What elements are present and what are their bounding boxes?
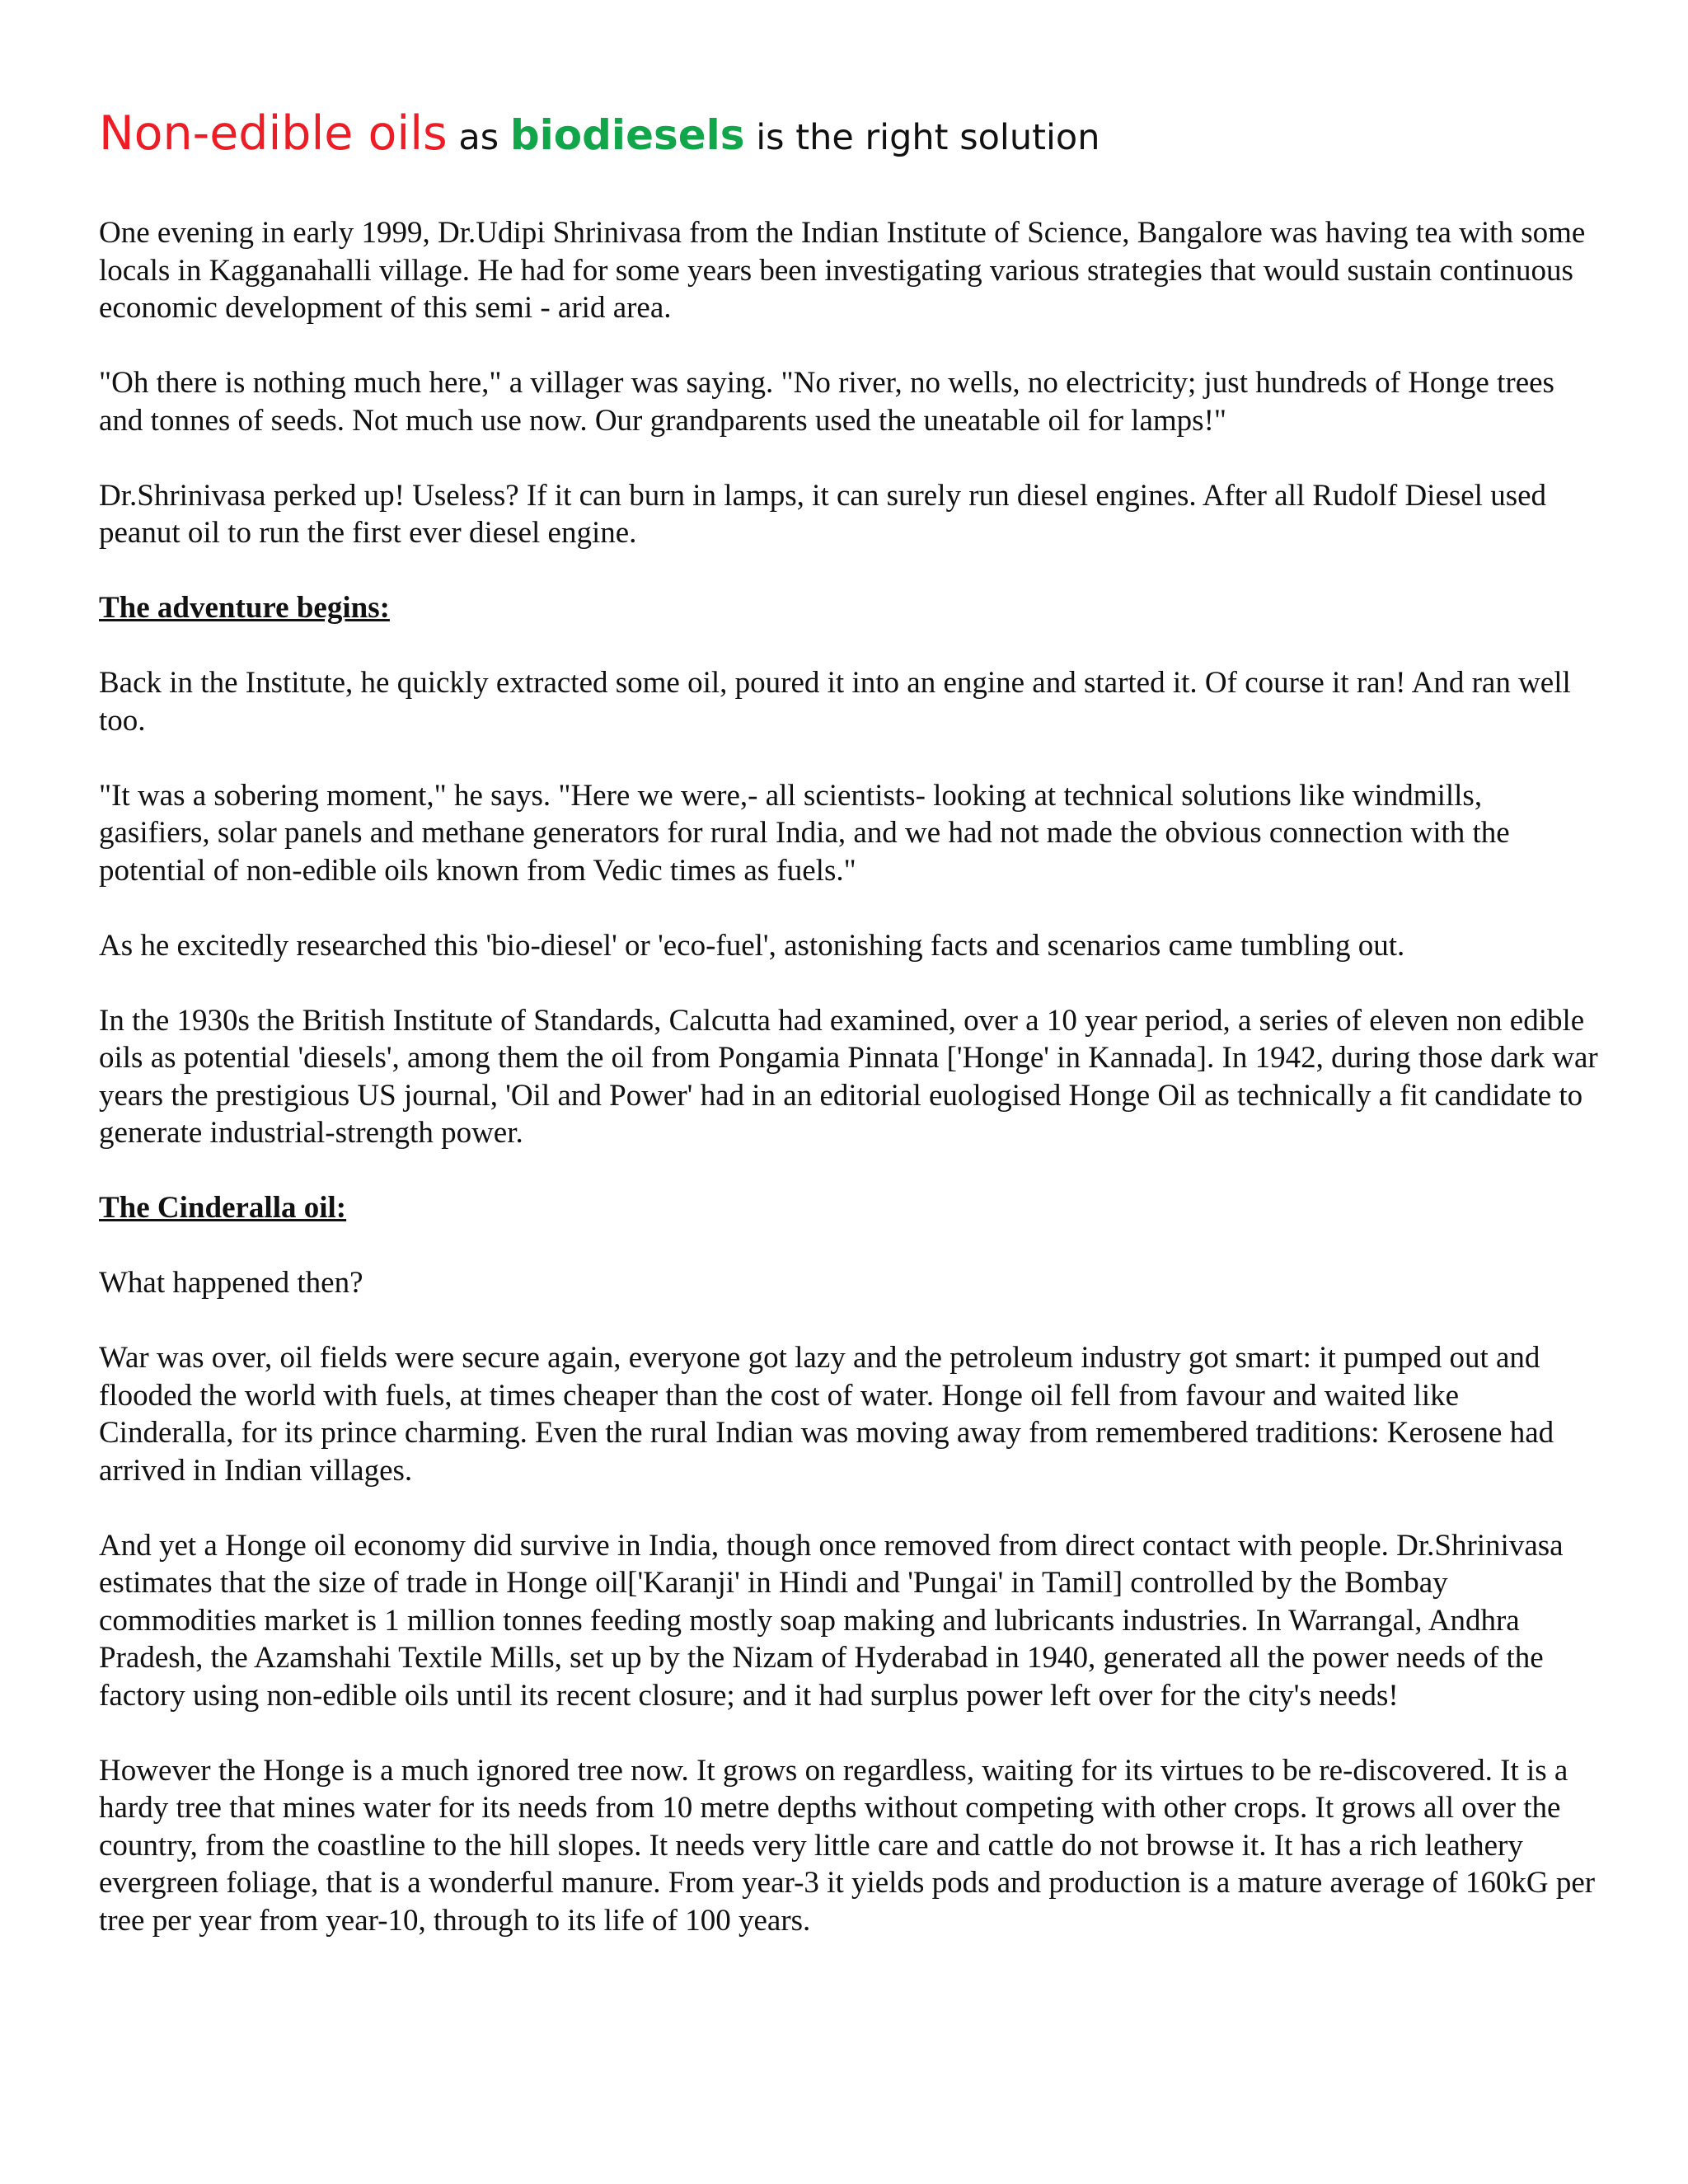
paragraph-2: "Oh there is nothing much here," a villager was saying. "No river, no wells, no electricity; just hundreds of Honge trees and tonnes of seeds. Not much use now. Our grandparents used the uneatable oil for lamps!" [99,366,1554,438]
paragraph-8: What happened then? [99,1266,363,1300]
title-part-non-edible-oils: Non-edible oils [99,106,448,161]
paragraph-9: War was over, oil fields were secure again, everyone got lazy and the petroleum industry got smart: it pumped out and flooded the world with fuels, at times cheaper than the cost of water. Honge oil fell from favour and waited like Cinderalla, for its prince charming. Even the rural Indian was moving away from remembered traditions: Kerosene had arrived in Indian villages. [99,1341,1554,1488]
title-part-biodiesels: biodiesels [509,111,745,159]
paragraph-1: One evening in early 1999, Dr.Udipi Shrinivasa from the Indian Institute of Science, Bangalore was having tea with some locals in Kagganahalli village. He had for some years been investigating various strategies that would sustain continuous economic development of this semi - arid area. [99,216,1586,325]
title-part-as-text: as [458,117,499,158]
paragraph-4: Back in the Institute, he quickly extracted some oil, poured it into an engine and started it. Of course it ran! And ran well too. [99,666,1571,738]
title-part-rest-text: is the right solution [756,117,1100,158]
paragraph-10: And yet a Honge oil economy did survive in India, though once removed from direct contact with people. Dr.Shrinivasa estimates that the size of trade in Honge oil['Karanji' in Hindi and 'Pungai' in Tamil] controlled by the Bombay commodities market is 1 million tonnes feeding mostly soap making and lubricants industries. In Warrangal, Andhra Pradesh, the Azamshahi Textile Mills, set up by the Nizam of Hyderabad in 1940, generated all the power needs of the factory using non-edible oils until its recent closure; and it had surplus power left over for the city's needs! [99,1528,1564,1713]
paragraph-6: As he excitedly researched this 'bio-diesel' or 'eco-fuel', astonishing facts and scenarios came tumbling out. [99,928,1405,963]
document-body [99,214,1599,1977]
paragraph-3: Dr.Shrinivasa perked up! Useless? If it can burn in lamps, it can surely run diesel engines. After all Rudolf Diesel used peanut oil to run the first ever diesel engine. [99,478,1547,550]
paragraph-7: In the 1930s the British Institute of Standards, Calcutta had examined, over a 10 year period, a series of eleven non edible oils as potential 'diesels', among them the oil from Pongamia Pinnata ['Honge' in Kannada]. In 1942, during those dark war years the prestigious US journal, 'Oil and Power' had in an editorial euologised Honge Oil as technically a fit candidate to generate industrial-strength power. [99,1003,1598,1150]
paragraph-5: "It was a sobering moment," he says. "Here we were,- all scientists- looking at technical solutions like windmills, gasifiers, solar panels and methane generators for rural India, and we had not made the obvious connection with the potential of non-edible oils known from Vedic times as fuels." [99,778,1510,888]
section-heading-adventure: The adventure begins: [99,591,390,625]
section-heading-cinderalla: The Cinderalla oil: [99,1191,347,1225]
title-part-as [448,117,510,158]
paragraph-11: However the Honge is a much ignored tree now. It grows on regardless, waiting for its virtues to be re-discovered. It is a hardy tree that mines water for its needs from 10 metre depths without competing with other crops. It grows all over the country, from the coastline to the hill slopes. It needs very little care and cattle do not browse it. It has a rich leathery evergreen foliage, that is a wonderful manure. From year-3 it yields pods and production is a mature average of 160kG per tree per year from year-10, through to its life of 100 years. [99,1753,1596,1938]
title-part-rest [745,117,1100,158]
document-title [99,105,1100,162]
